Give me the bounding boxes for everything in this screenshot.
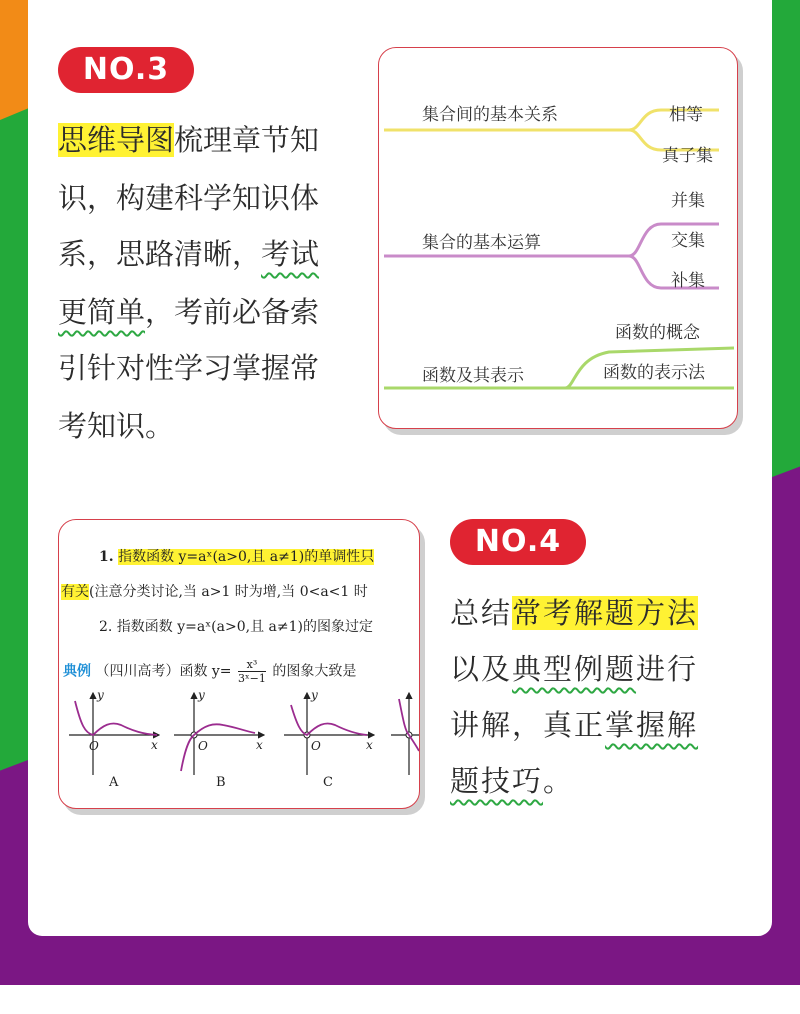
wavy-underline-text: 题技巧: [450, 764, 544, 798]
graph-c-origin: O: [311, 739, 321, 753]
mindmap-topic-1-child-2: 真子集: [662, 146, 713, 166]
example-item-1-cont-text: (注意分类讨论,当 a>1 时为增,当 0<a<1 时: [89, 584, 368, 600]
badge-no3: NO.3: [58, 47, 194, 93]
example-item-1-number: 1.: [99, 549, 114, 565]
mindmap-topic-3: 函数及其表示: [422, 366, 524, 386]
mindmap-topic-2-child-1: 并集: [671, 191, 705, 211]
section4-line-3-text: 讲解，真正: [450, 708, 606, 742]
section4-line-3: [450, 703, 698, 744]
section4-line-2-text-c: 进行: [636, 652, 699, 686]
example-item-1: [99, 546, 374, 566]
section4-line-1-text: 总结: [450, 596, 513, 630]
section4-line-1: [450, 591, 698, 632]
option-graph-c: [284, 693, 374, 775]
section3-line-1: [58, 118, 319, 159]
example-item-1-cont-highlight: 有关: [61, 584, 89, 600]
example-item-2: 2. 指数函数 y=aˣ(a>0,且 a≠1)的图象过定: [99, 619, 373, 635]
fraction-denominator: 3ˣ−1: [238, 672, 266, 685]
option-graph-a: [69, 693, 159, 775]
mindmap-topic-3-child-2: 函数的表示法: [603, 363, 705, 383]
wavy-underline-text: 考试: [261, 237, 320, 271]
option-graph-d-partial: [391, 693, 419, 775]
section3-line-3: [58, 232, 319, 273]
section3-line-4-text: ，考前必备索: [145, 295, 320, 329]
fraction: [238, 658, 266, 685]
mindmap-panel: [378, 47, 738, 429]
highlight-methods: 常考解题方法: [512, 596, 699, 630]
option-label-c: C: [323, 775, 333, 790]
wavy-underline-text: 更简单: [58, 295, 146, 329]
section3-line-2: 识，构建科学知识体: [58, 181, 320, 215]
example-item-1-highlight: 指数函数 y=aˣ(a>0,且 a≠1)的单调性只: [118, 549, 375, 565]
bottom-white-strip: [0, 985, 800, 1014]
graph-a-origin: O: [89, 739, 99, 753]
typical-example-label: 典例: [63, 663, 91, 680]
badge-no4: NO.4: [450, 519, 586, 565]
section4-description: [450, 585, 750, 815]
option-label-a: A: [109, 775, 119, 790]
option-label-b: B: [216, 775, 226, 790]
example-item-1-cont: [61, 581, 368, 601]
graph-b-origin: O: [198, 739, 208, 753]
section3-line-4: [58, 290, 319, 331]
graph-a-x-label: x: [151, 738, 158, 752]
graph-a-y-label: y: [97, 688, 104, 702]
graph-c-y-label: y: [311, 688, 318, 702]
section3-line-6: 考知识。: [58, 409, 175, 443]
example-panel: [58, 519, 420, 809]
section4-line-4-text: 。: [543, 764, 575, 798]
content-card: [28, 0, 772, 936]
section3-line-1-text: 梳理章节知: [174, 123, 320, 157]
highlight-mindmap: 思维导图: [58, 123, 175, 157]
section3-line-5: 引针对性学习掌握常: [58, 351, 320, 385]
typical-example-text: （四川高考）函数 y=: [95, 663, 232, 680]
section3-description: [58, 110, 358, 450]
section4-line-2-text-a: 以及: [450, 652, 513, 686]
graph-b-x-label: x: [256, 738, 263, 752]
mindmap-topic-1-child-1: 相等: [669, 105, 703, 125]
section3-line-3-text: 系，思路清晰，: [58, 237, 262, 271]
mindmap-topic-2-child-2: 交集: [671, 231, 705, 251]
wavy-underline-text: 典型例题: [512, 652, 637, 686]
wavy-underline-text: 掌握解: [605, 708, 699, 742]
mindmap-topic-2: 集合的基本运算: [422, 233, 541, 253]
typical-example-line: [63, 658, 356, 685]
mindmap-topic-1: 集合间的基本关系: [422, 105, 558, 125]
graph-c-x-label: x: [366, 738, 373, 752]
option-graph-b: [174, 693, 264, 775]
section4-line-2: [450, 647, 698, 688]
mindmap-topic-3-child-1: 函数的概念: [615, 323, 700, 343]
graph-b-y-label: y: [198, 688, 205, 702]
mindmap-topic-2-child-3: 补集: [671, 271, 705, 291]
section4-line-4: [450, 759, 574, 800]
fraction-numerator: x³: [238, 658, 266, 672]
typical-example-tail: 的图象大致是: [272, 663, 357, 680]
